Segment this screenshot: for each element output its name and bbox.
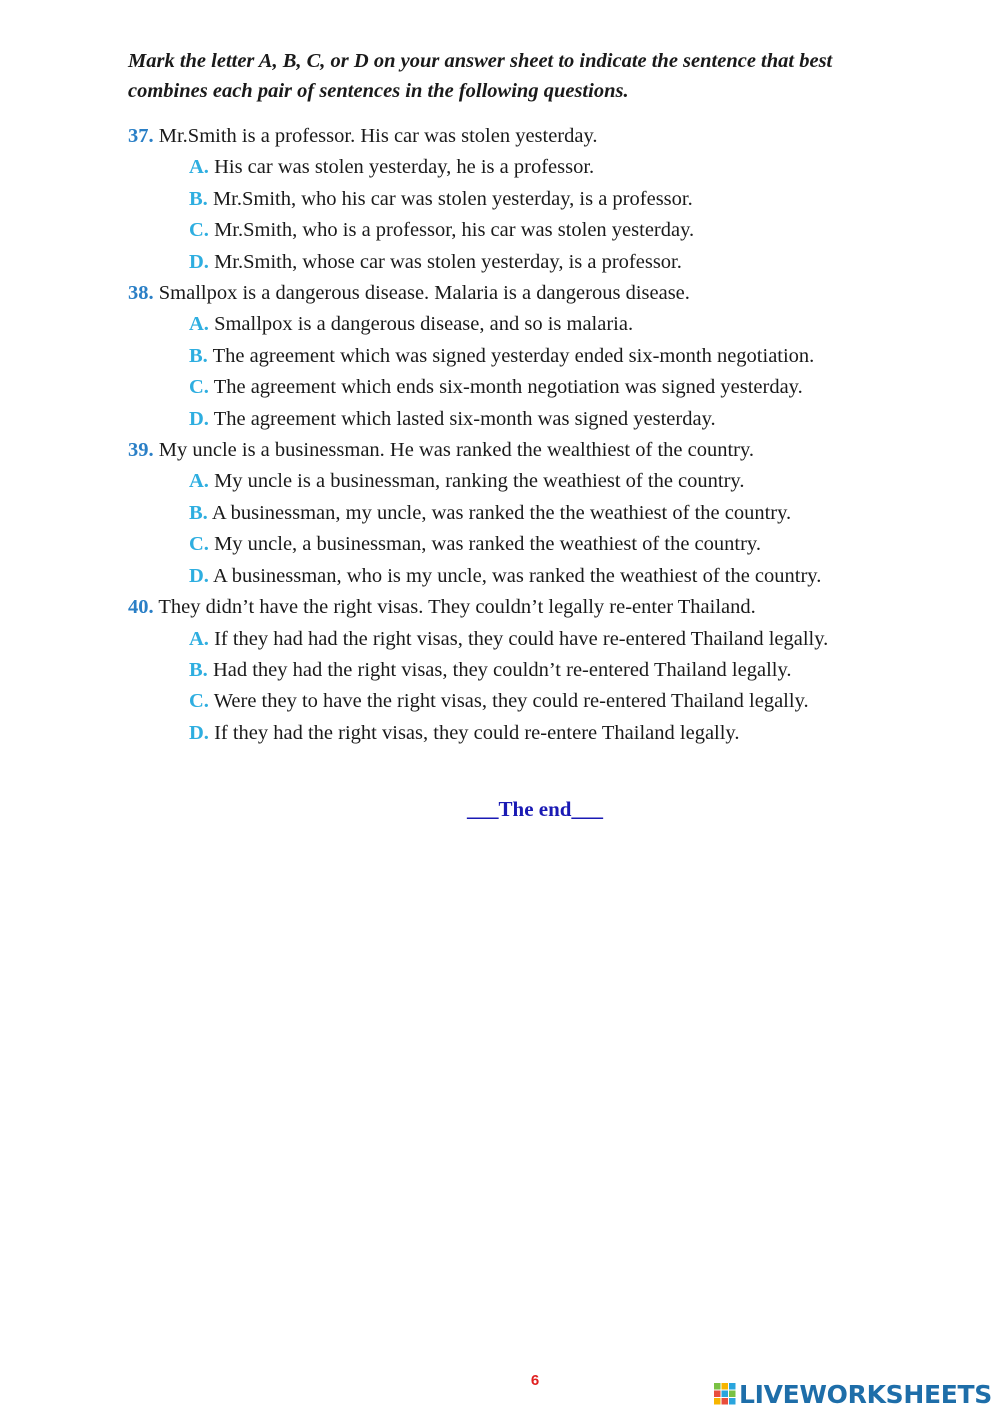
option-a[interactable]: [128, 466, 988, 497]
question-text: Smallpox is a dangerous disease. Malaria is a dangerous disease.: [158, 282, 690, 305]
option-text: Mr.Smith, whose car was stolen yesterday, is a professor.: [214, 250, 682, 273]
option-letter: B.: [189, 187, 208, 210]
question-stem: [128, 278, 988, 309]
question-number: 40.: [128, 596, 154, 619]
option-c[interactable]: [128, 215, 988, 246]
option-b[interactable]: [128, 341, 988, 372]
option-letter: A.: [189, 627, 209, 650]
option-text: A businessman, who is my uncle, was ranked the weathiest of the country.: [212, 564, 822, 587]
question-number: 37.: [128, 125, 154, 147]
question-stem: [128, 435, 988, 466]
question-text: My uncle is a businessman. He was ranked the wealthiest of the country.: [158, 439, 755, 462]
option-d[interactable]: [128, 247, 988, 278]
question-list: [128, 121, 988, 749]
question-stem: [128, 592, 988, 623]
question-number: 39.: [128, 439, 154, 462]
option-letter: A.: [189, 156, 209, 179]
page-number: 6: [530, 1372, 540, 1389]
option-text: Mr.Smith, who his car was stolen yesterday, is a professor.: [212, 187, 693, 210]
option-letter: D.: [189, 721, 209, 744]
option-b[interactable]: [128, 184, 988, 215]
option-d[interactable]: [128, 718, 988, 749]
question-38: [128, 278, 988, 435]
option-text: My uncle is a businessman, ranking the weathiest of the country.: [214, 470, 745, 493]
option-text: Mr.Smith, who is a professor, his car was stolen yesterday.: [214, 219, 695, 242]
question-number: 38.: [128, 282, 154, 305]
option-d[interactable]: [128, 404, 988, 435]
question-stem: [128, 121, 988, 152]
option-d[interactable]: [128, 561, 988, 592]
option-letter: B.: [189, 501, 208, 524]
option-text: My uncle, a businessman, was ranked the weathiest of the country.: [214, 533, 761, 556]
question-40: [128, 592, 988, 749]
option-text: If they had the right visas, they could re-entere Thailand legally.: [214, 721, 740, 744]
option-text: The agreement which ends six-month negotiation was signed yesterday.: [213, 376, 803, 399]
option-letter: D.: [189, 407, 209, 430]
option-letter: A.: [189, 313, 209, 336]
liveworksheets-logo-icon: [714, 1383, 736, 1405]
question-39: [128, 435, 988, 592]
option-c[interactable]: [128, 686, 988, 717]
option-text: The agreement which was signed yesterday ended six-month negotiation.: [212, 344, 815, 367]
option-letter: C.: [189, 376, 209, 399]
option-b[interactable]: [128, 655, 988, 686]
option-b[interactable]: [128, 498, 988, 529]
option-c[interactable]: [128, 529, 988, 560]
option-c[interactable]: [128, 372, 988, 403]
option-letter: B.: [189, 344, 208, 367]
option-letter: D.: [189, 250, 209, 273]
question-37: [128, 121, 988, 278]
watermark-text: LIVEWORKSHEETS: [738, 1379, 992, 1409]
option-text: Were they to have the right visas, they could re-entered Thailand legally.: [213, 690, 809, 713]
option-letter: C.: [189, 219, 209, 242]
option-a[interactable]: [128, 309, 988, 340]
option-text: Smallpox is a dangerous disease, and so is malaria.: [214, 313, 634, 336]
option-text: If they had had the right visas, they could have re-entered Thailand legally.: [214, 627, 829, 650]
question-text: Mr.Smith is a professor. His car was stolen yesterday.: [158, 125, 598, 147]
the-end-marker: ___The end___: [467, 797, 603, 821]
question-text: They didn’t have the right visas. They couldn’t legally re-enter Thailand.: [158, 596, 756, 619]
option-text: His car was stolen yesterday, he is a professor.: [214, 156, 595, 179]
liveworksheets-watermark[interactable]: [714, 1377, 992, 1411]
option-text: The agreement which lasted six-month was signed yesterday.: [213, 407, 716, 430]
option-text: A businessman, my uncle, was ranked the the weathiest of the country.: [211, 501, 792, 524]
option-letter: C.: [189, 690, 209, 713]
instruction-text: Mark the letter A, B, C, or D on your answer sheet to indicate the sentence that best combines each pair of sentences in the following questions.: [128, 50, 833, 102]
option-letter: C.: [189, 533, 209, 556]
option-text: Had they had the right visas, they couldn’t re-entered Thailand legally.: [212, 658, 792, 681]
option-letter: A.: [189, 470, 209, 493]
option-a[interactable]: [128, 152, 988, 183]
option-letter: B.: [189, 658, 208, 681]
option-letter: D.: [189, 564, 209, 587]
option-a[interactable]: [128, 624, 988, 655]
